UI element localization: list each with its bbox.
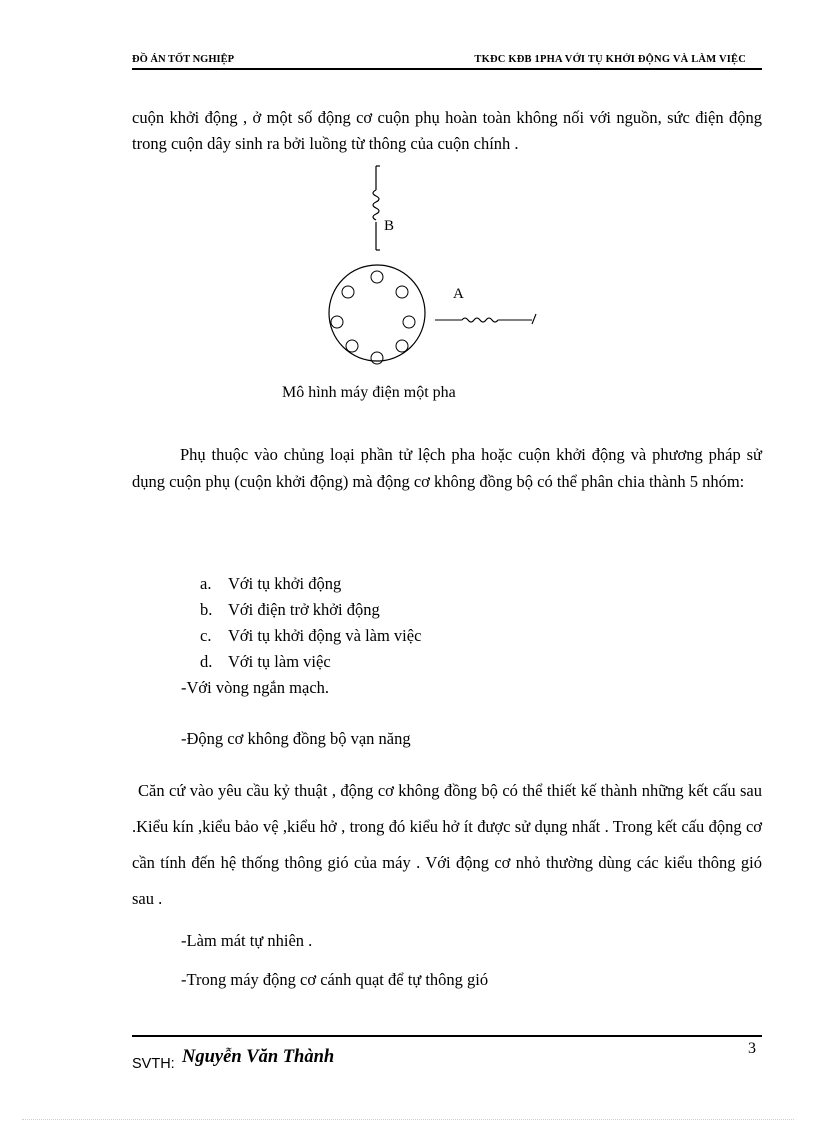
svth-label: SVTH: bbox=[132, 1056, 175, 1072]
slot bbox=[403, 316, 415, 328]
slot bbox=[346, 340, 358, 352]
label-b: B bbox=[384, 218, 395, 234]
page-number: 3 bbox=[748, 1040, 756, 1057]
coil-b bbox=[373, 166, 380, 250]
label-a: A bbox=[453, 286, 464, 302]
student-name: Nguyễn Văn Thành bbox=[182, 1047, 335, 1067]
coil-a bbox=[435, 314, 536, 324]
motor-diagram-svg bbox=[320, 160, 550, 375]
list-item-text: Với điện trở khởi động bbox=[228, 600, 380, 619]
stator-slots bbox=[331, 271, 415, 364]
structure-paragraph: Căn cứ vào yêu cầu kỷ thuật , động cơ không đồng bộ có thể thiết kế thành những kết cấu sau .Kiểu kín ,kiểu bảo vệ ,kiểu hở , trong đó kiểu hở ít được sử dụng nhất . Trong kết cấu động cơ cần tính đến hệ thống thông gió của máy . Với động cơ nhỏ thường dùng các kiểu thông gió sau . bbox=[132, 781, 762, 908]
list-marker: c. bbox=[200, 626, 212, 645]
header-left: ĐỒ ÁN TỐT NGHIỆP bbox=[132, 54, 235, 65]
slot bbox=[396, 340, 408, 352]
list-item bbox=[200, 571, 421, 597]
slot bbox=[371, 352, 383, 364]
cooling-natural: -Làm mát tự nhiên . bbox=[181, 931, 313, 950]
slot bbox=[342, 286, 354, 298]
list-item-text: Với tụ khởi động và làm việc bbox=[228, 626, 422, 645]
classification-paragraph: Phụ thuộc vào chủng loại phần tử lệch pha hoặc cuộn khởi động và phương pháp sử dụng cuộn phụ (cuộn khởi động) mà động cơ không đồng bộ có thể phân chia thành 5 nhóm: bbox=[132, 445, 762, 491]
list-marker: a. bbox=[200, 574, 212, 593]
stator-circle bbox=[329, 265, 425, 361]
single-phase-motor-diagram bbox=[320, 160, 550, 380]
intro-paragraph: cuộn khởi động , ở một số động cơ cuộn phụ hoàn toàn không nối với nguồn, sức điện động trong cuộn dây sinh ra bởi luồng từ thông của cuộn chính . bbox=[132, 108, 762, 153]
cooling-fan: -Trong máy động cơ cánh quạt để tự thông gió bbox=[181, 970, 489, 989]
page-header bbox=[132, 52, 762, 70]
list-item-text: Với tụ khởi động bbox=[228, 574, 342, 593]
slot bbox=[396, 286, 408, 298]
list-marker: d. bbox=[200, 652, 213, 671]
list-item bbox=[200, 623, 421, 649]
list-item bbox=[200, 597, 421, 623]
slot bbox=[371, 271, 383, 283]
group-universal-motor: -Động cơ không đồng bộ vạn năng bbox=[181, 729, 411, 748]
list-marker: b. bbox=[200, 600, 213, 619]
group-short-circuit-ring: -Với vòng ngắn mạch. bbox=[181, 678, 330, 697]
figure-caption: Mô hình máy điện một pha bbox=[282, 384, 456, 401]
list-item-text: Với tụ làm việc bbox=[228, 652, 331, 671]
motor-group-list bbox=[200, 571, 421, 675]
footer-rule bbox=[132, 1035, 762, 1037]
slot bbox=[331, 316, 343, 328]
header-right: TKĐC KĐB 1PHA VỚI TỤ KHỞI ĐỘNG VÀ LÀM VIỆC bbox=[474, 54, 746, 65]
list-item bbox=[200, 649, 421, 675]
page-bottom-edge bbox=[22, 1119, 794, 1120]
